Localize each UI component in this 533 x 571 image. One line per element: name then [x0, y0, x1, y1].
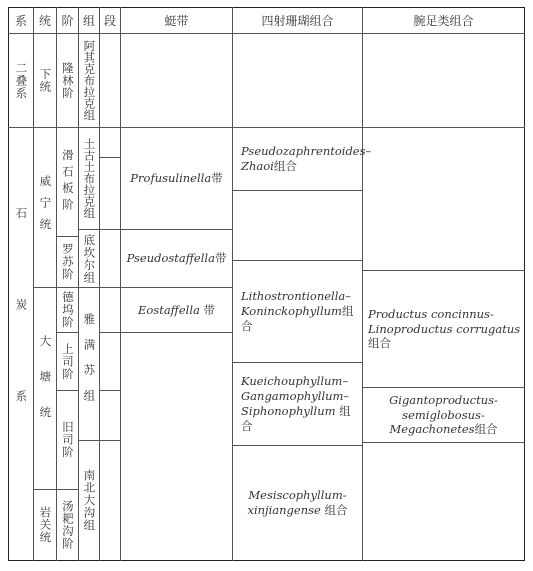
fusulinid-suffix: 带	[214, 251, 227, 266]
stage-longlin-label: 隆林阶	[60, 61, 75, 100]
fusulinid-zone-pseudostaffella	[121, 230, 232, 287]
coral-line: Lithostrontionella–	[241, 289, 352, 304]
formation-nanbeidagou-label: 南北大沟组	[82, 469, 97, 532]
stage-longlin	[57, 34, 78, 127]
series-datang	[34, 288, 56, 489]
stage-tangbagou	[57, 490, 78, 560]
coral-line: Mesiscophyllum-	[248, 488, 347, 503]
formation-aqikebulake	[79, 34, 99, 127]
stage-luosu	[57, 237, 78, 287]
formation-dikanerh-label: 底坎尔组	[82, 233, 97, 284]
fusulinid-taxon: Pseudostaffella	[126, 251, 215, 266]
brachiopod-assemblage-productus	[368, 271, 523, 387]
coral-suffix: 组合	[241, 404, 351, 433]
brachiopod-suffix: 组合	[368, 336, 391, 351]
coral-assemblage-pseudozaphrentoides	[241, 128, 372, 190]
member-divider	[99, 229, 121, 230]
stage-tangbagou-label: 汤耙沟阶	[60, 500, 75, 550]
system-carboniferous	[9, 128, 33, 560]
brachiopod-assemblage-gigantoproductus	[363, 388, 524, 442]
table-border-bottom	[8, 560, 525, 561]
series-weining	[34, 128, 56, 287]
fusulinid-taxon: Eostaffella	[137, 302, 200, 317]
system-carboniferous-label: 石炭系	[14, 206, 29, 482]
brachiopod-line: Linoproductus corrugatus	[368, 321, 521, 336]
fusulinid-divider	[120, 332, 233, 333]
coral-suffix: 组合	[241, 304, 354, 333]
series-lower-permian	[34, 34, 56, 127]
member-divider	[99, 287, 121, 288]
brachiopod-line: Megachonetes	[389, 422, 475, 437]
coral-line: Siphonophyllum	[241, 404, 336, 418]
series-weining-label: 威宁统	[38, 175, 53, 240]
stage-huashiban-label: 滑石板阶	[60, 149, 75, 215]
coral-divider	[232, 190, 363, 191]
brachiopod-line: Gigantoproductus-	[389, 392, 498, 407]
system-permian-label: 二叠系	[14, 61, 29, 100]
fusulinid-taxon: Profusulinella	[130, 171, 212, 186]
formation-aqikebulake-label: 阿其克布拉克组	[82, 40, 97, 121]
brachiopod-suffix: 组合	[474, 422, 498, 437]
header-series: 统	[38, 14, 51, 28]
stage-jiusi-label: 旧司阶	[60, 421, 75, 459]
stage-jiusi	[57, 391, 78, 489]
stage-huashiban	[57, 128, 78, 236]
stage-shangsi	[57, 333, 78, 390]
stage-dewu-label: 德坞阶	[60, 291, 75, 329]
coral-assemblage-kueichouphyllum	[241, 363, 361, 445]
formation-tugutubulake	[79, 128, 99, 229]
brachiopod-line: Productus concinnus-	[368, 306, 494, 321]
coral-suffix: 组合	[273, 159, 297, 173]
coral-suffix: 组合	[320, 503, 348, 517]
coral-assemblage-mesiscophyllum	[233, 446, 362, 560]
header-stage: 阶	[61, 14, 74, 28]
header-system: 系	[14, 14, 27, 28]
fusulinid-zone-profusulinella	[121, 128, 232, 229]
coral-assemblage-lithostrontionella	[241, 261, 361, 362]
coral-line: Pseudozaphrentoides–	[241, 144, 372, 159]
brachiopod-divider	[362, 442, 525, 443]
stage-dewu	[57, 288, 78, 332]
brachiopod-line: semiglobosus-	[402, 407, 485, 422]
coral-line: Kueichouphyllum–	[241, 374, 349, 389]
header-fusulinid-zone: 蜓带	[164, 14, 189, 28]
fusulinid-suffix: 带	[211, 171, 223, 186]
header-formation: 组	[82, 14, 95, 28]
col-divider	[362, 7, 363, 561]
formation-yamansu-label: 雅满苏组	[82, 313, 97, 415]
formation-nanbeidagou	[79, 441, 99, 560]
formation-dikanerh	[79, 230, 99, 287]
member-divider	[99, 332, 121, 333]
system-permian	[9, 34, 33, 127]
member-divider	[99, 157, 121, 158]
coral-line: xinjiangense	[247, 503, 321, 517]
stage-shangsi-label: 上司阶	[60, 342, 75, 381]
table-border-right	[524, 7, 525, 561]
formation-yamansu	[79, 288, 99, 440]
coral-line: Zhaoi	[241, 159, 274, 173]
fusulinid-zone-eostaffella	[121, 288, 232, 332]
member-divider	[99, 390, 121, 391]
col-divider	[99, 7, 100, 561]
formation-tugutubulake-label: 土古土布拉克组	[82, 138, 97, 219]
coral-line: Gangamophyllum–	[241, 389, 350, 404]
header-member: 段	[103, 14, 116, 28]
stage-luosu-label: 罗苏阶	[60, 243, 75, 281]
member-divider	[99, 440, 121, 441]
series-datang-label: 大塘统	[38, 335, 53, 442]
fusulinid-suffix: 带	[199, 302, 216, 317]
series-lower-permian-label: 下统	[38, 68, 53, 93]
coral-line: Koninckophyllum	[241, 304, 342, 319]
header-brachiopod-assemblage: 腕足类组合	[413, 14, 474, 28]
series-yanguan	[34, 490, 56, 560]
header-coral-assemblage: 四射珊瑚组合	[261, 14, 334, 28]
series-yanguan-label: 岩关统	[38, 506, 53, 544]
